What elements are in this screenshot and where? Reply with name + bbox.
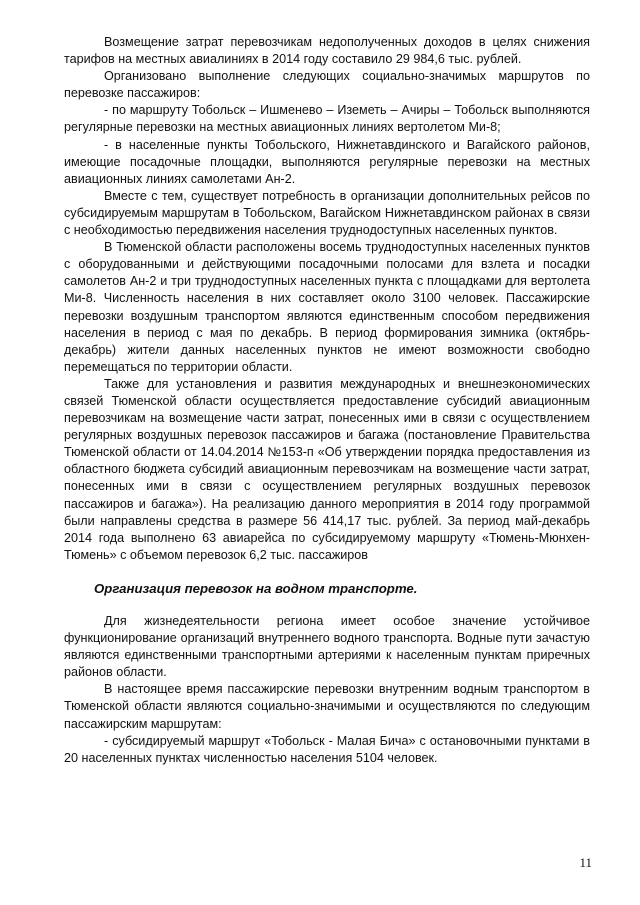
paragraph-routes-intro: Организовано выполнение следующих социально-значимых маршрутов по перевозке пассажиров: [64,69,590,101]
paragraph-remote-settlements: В Тюменской области расположены восемь труднодоступных населенных пунктов с оборудованными и действующими посадочными полосами для взлета и посадки самолетов Ан-2 и три труднодоступных населенных пункта с площадками для вертолета Ми-8. Численность населения в них составляет около 3100 человек. Пассажирские перевозки воздушным транспортом являются единственным способом передвижения населения в период с мая по декабрь. В период формирования зимника (октябрь-декабрь) жители данных населенных пунктов не имеют возможности свободно перемещаться по территории области. [64,240,590,374]
paragraph-reimbursement: Возмещение затрат перевозчикам недополученных доходов в целях снижения тарифов на местных авиалиниях в 2014 году составило 29 984,6 тыс. рублей. [64,35,590,67]
section-heading-water-transport: Организация перевозок на водном транспорте. [94,580,418,596]
paragraph-additional-flights: Вместе с тем, существует потребность в организации дополнительных рейсов по субсидируемым маршрутам в Тобольском, Вагайском Нижнетавдинском районах в связи с необходимостью передвижения населения труднодоступных населенных пунктов. [64,188,590,238]
paragraph-international-subsidies: Также для установления и развития международных и внешнеэкономических связей Тюменской области осуществляется предоставление субсидий авиационным перевозчикам на возмещение части затрат, понесенных ими в связи с осуществлением регулярных воздушных перевозок пассажиров и багажа (постановление Правительства Тюменской области от 14.04.2014 №153-п «Об утверждении порядка предоставления из областного бюджета субсидий авиационным перевозчикам на возмещение части затрат, понесенных ими в связи с осуществлением регулярных воздушных перевозок пассажиров и багажа»). На реализацию данного мероприятия в 2014 году программой были направлены средства в размере 56 414,17 тыс. рублей. За период май-декабрь 2014 года выполнено 63 авиарейса по субсидируемому маршруту «Тюмень-Мюнхен-Тюмень» с объемом перевозок 6,2 тыс. пассажиров [64,376,590,562]
paragraph-water-routes-intro: В настоящее время пассажирские перевозки внутренним водным транспортом в Тюменской области являются социально-значимыми и осуществляются по следующим пассажирским маршрутам: [64,682,590,731]
list-item-water-route: - субсидируемый маршрут «Тобольск - Малая Бича» с остановочными пунктами в 20 населенных пунктах численностью населения 5104 человек. [64,733,590,765]
page-number: 11 [579,855,592,870]
page-content [64,34,590,767]
list-item-route-mi8: - по маршруту Тобольск – Ишменево – Иземеть – Ачиры – Тобольск выполняются регулярные перевозки на местных авиационных линиях вертолетом Ми-8; [64,103,590,135]
paragraph-water-transport-importance: Для жизнедеятельности региона имеет особое значение устойчивое функционирование организаций внутреннего водного транспорта. Водные пути зачастую являются единственными транспортными артериями к населенным пунктам приречных районов области. [64,614,590,680]
list-item-route-an2: - в населенные пункты Тобольского, Нижнетавдинского и Вагайского районов, имеющие посадочные площадки, выполняются регулярные перевозки на местных авиационных линиях самолетами Ан-2. [64,137,590,186]
